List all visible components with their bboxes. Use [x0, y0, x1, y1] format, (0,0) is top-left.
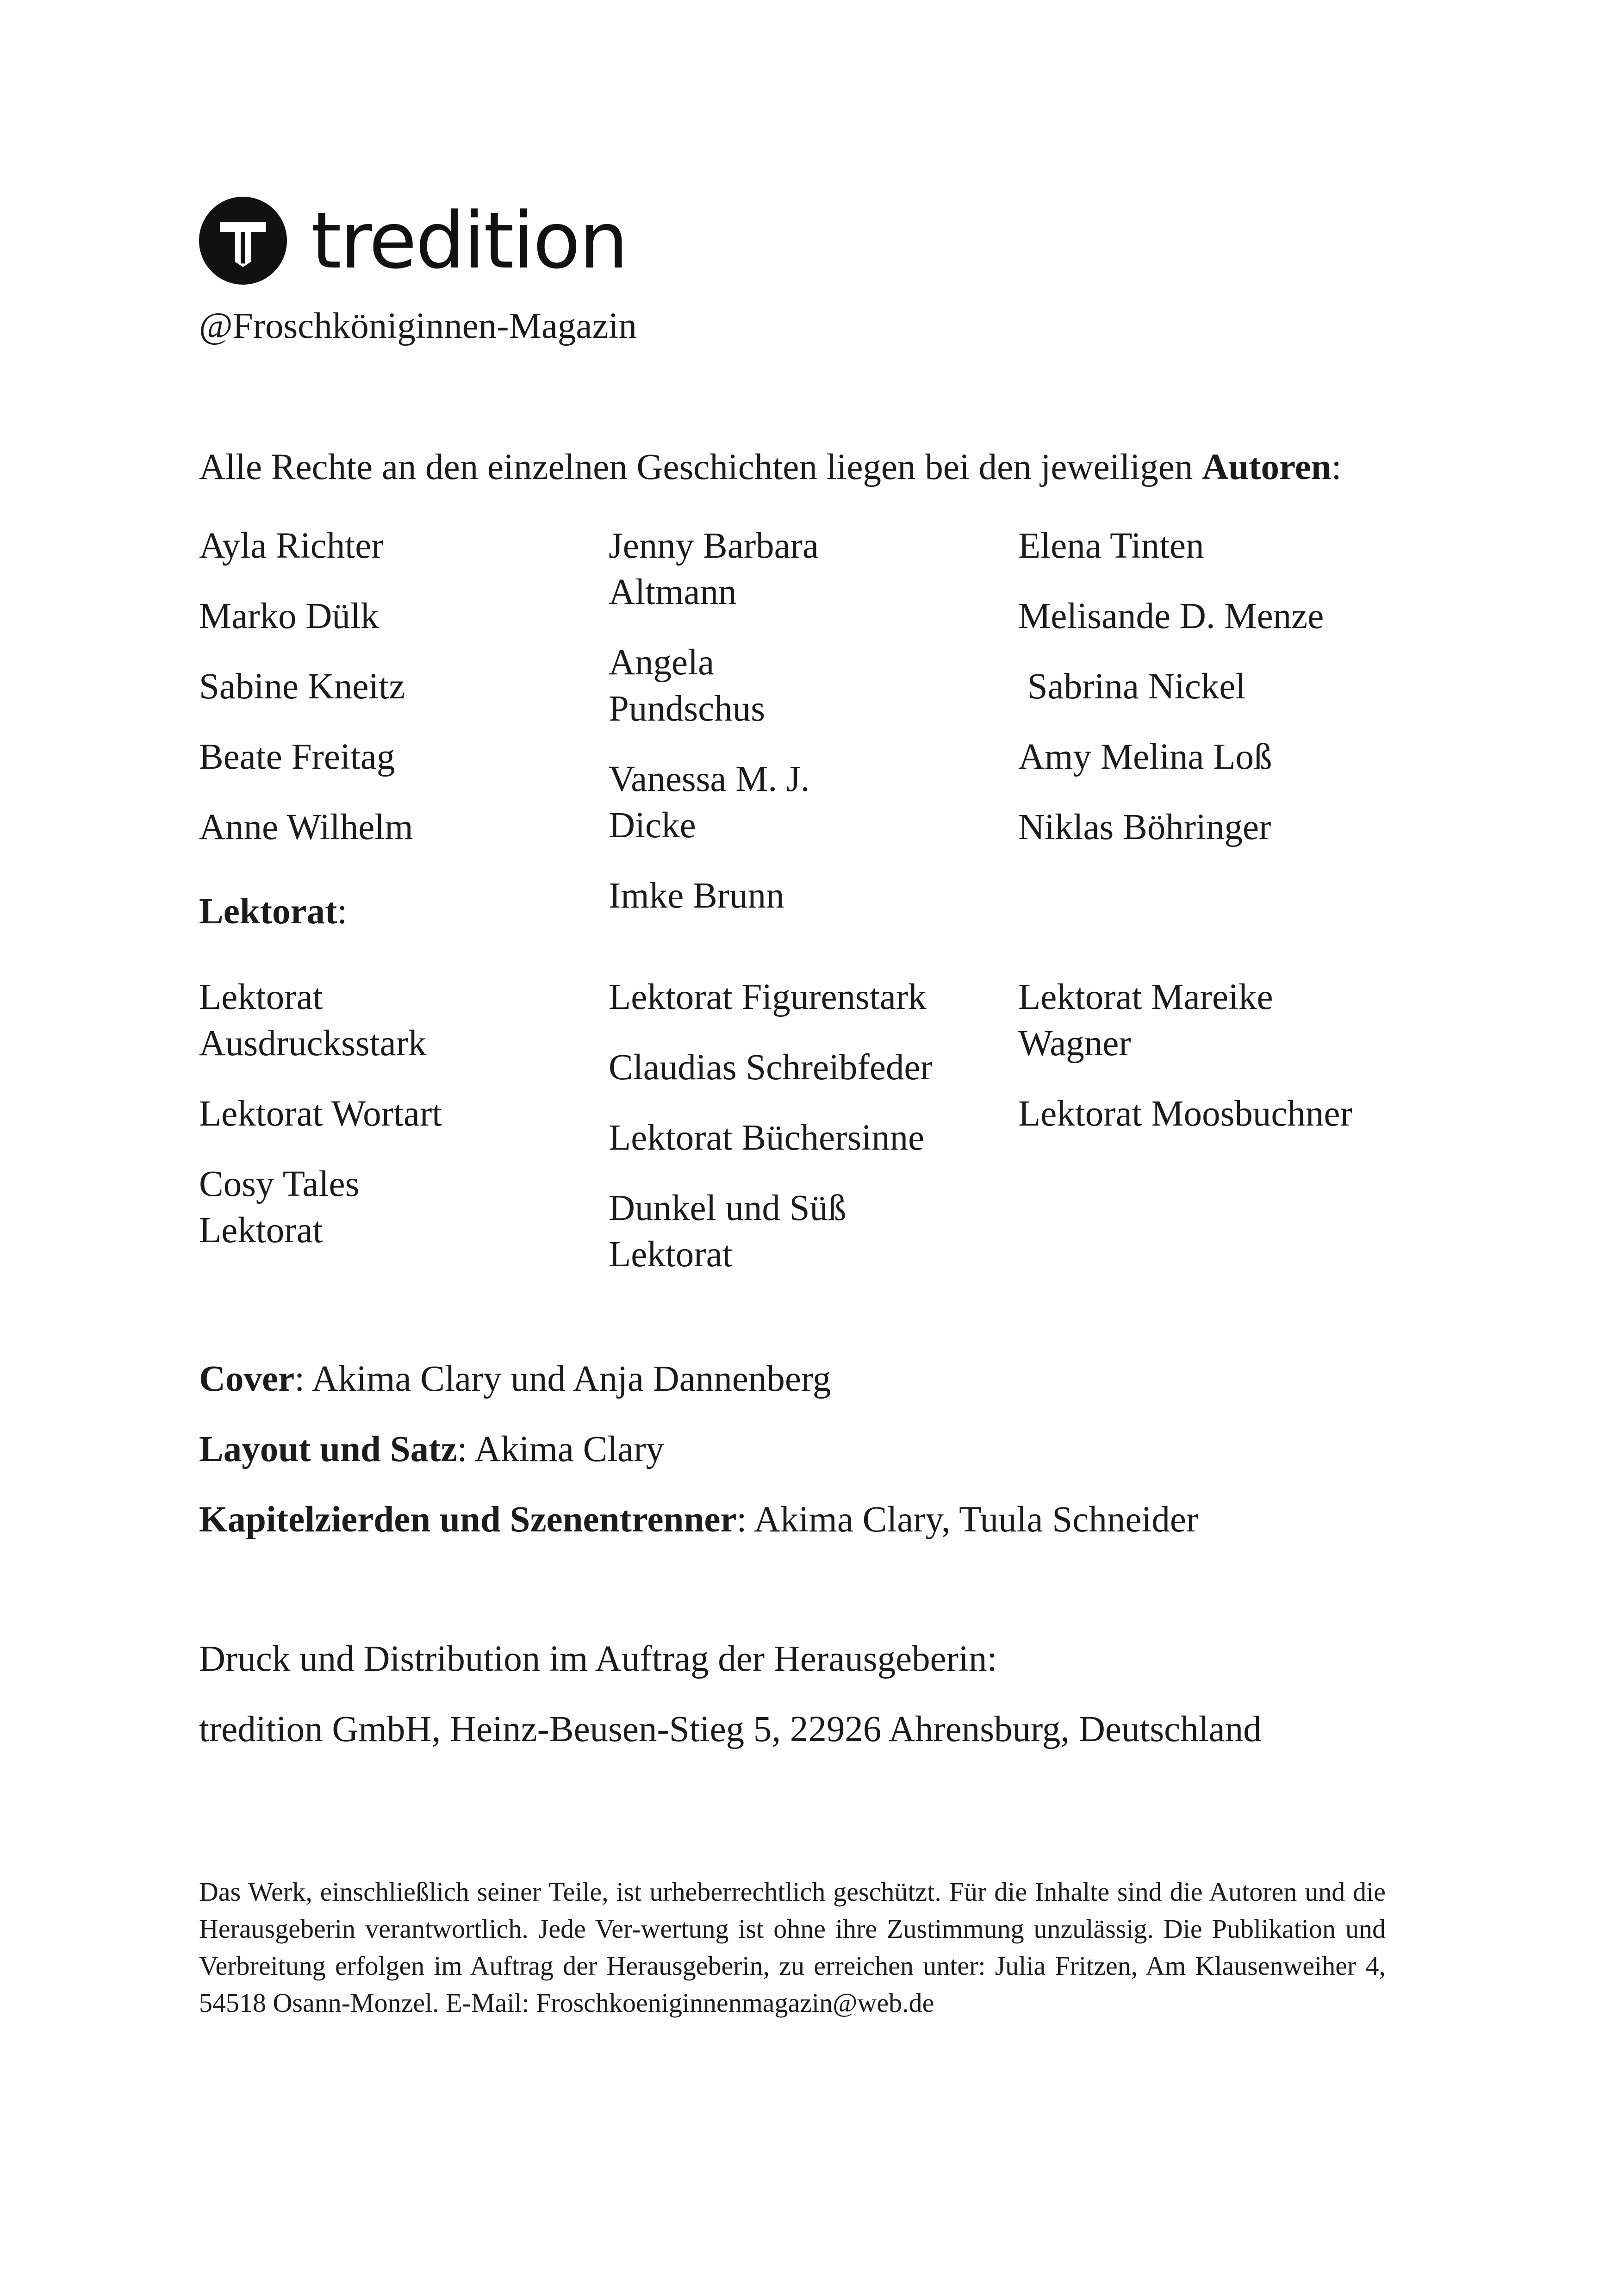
legal-notice: Das Werk, einschließlich seiner Teile, ist urheberrechtlich geschützt. Für die Inhalte sind die Autoren und die Herausgeberin verantwortlich. Jede Ver-wertung ist ohne ihre Zustimmung unzulässig. Die Publikation und Verbreitung erfolgen im Auftrag der Herausgeberin, zu erreichen unter: Julia Fritzen, Am Klausenweiher 4, 54518 Osann-Monzel. E-Mail: Froschkoeniginnenmagazin@web.de	[199, 1877, 1386, 2018]
authors-column-1	[199, 523, 597, 875]
lektorat-heading	[199, 889, 347, 935]
lektorat-name: Lektorat Moosbuchner	[1018, 1094, 1352, 1134]
lektorat-name: Lektorat Wortart	[199, 1094, 442, 1134]
credit-value: : Akima Clary	[457, 1429, 665, 1469]
lektorat-heading-bold: Lektorat	[199, 891, 337, 932]
credit-label: Layout und Satz	[199, 1429, 457, 1469]
author-name: Marko Dülk	[199, 596, 379, 636]
credit-value: : Akima Clary, Tuula Schneider	[736, 1500, 1199, 1540]
lektorat-name: Lektorat Mareike Wagner	[1018, 977, 1273, 1064]
credit-label: Kapitelzierden und Szenentrenner	[199, 1500, 737, 1540]
distribution-line-2: tredition GmbH, Heinz-Beusen-Stieg 5, 22926 Ahrensburg, Deutschland	[199, 1709, 1262, 1749]
publisher-logo	[199, 194, 627, 287]
distribution-line-1: Druck und Distribution im Auftrag der Herausgeberin:	[199, 1639, 997, 1679]
author-name: Anne Wilhelm	[199, 807, 413, 847]
lektorat-heading-suffix: :	[337, 891, 348, 932]
credit-label: Cover	[199, 1359, 295, 1399]
lektorat-column-2	[609, 974, 988, 1302]
lektorat-name: Claudias Schreibfeder	[609, 1047, 933, 1088]
author-name: Niklas Böhringer	[1018, 807, 1271, 847]
author-name: Sabrina Nickel	[1018, 666, 1246, 707]
author-name: Sabine Kneitz	[199, 666, 405, 707]
copyright-line: @Froschköniginnen-Magazin	[199, 306, 637, 346]
credit-cover	[199, 1356, 831, 1402]
rights-statement	[199, 444, 1342, 491]
lektorat-column-3	[1018, 974, 1416, 1161]
rights-bold: Autoren	[1202, 447, 1332, 487]
author-name: Ayla Richter	[199, 526, 384, 566]
author-name: Imke Brunn	[609, 876, 784, 916]
credit-ornaments	[199, 1497, 1198, 1543]
lektorat-name: Lektorat Ausdrucksstark	[199, 977, 427, 1064]
lektorat-column-1	[199, 974, 486, 1278]
credit-value: : Akima Clary und Anja Dannenberg	[294, 1359, 831, 1399]
publisher-wordmark: tredition	[311, 195, 627, 286]
author-name: Angela Pundschus	[609, 642, 765, 729]
credit-layout	[199, 1426, 664, 1473]
author-name: Beate Freitag	[199, 737, 395, 777]
author-name: Melisande D. Menze	[1018, 596, 1324, 636]
rights-suffix: :	[1331, 447, 1342, 487]
publisher-logo-icon	[199, 197, 287, 285]
author-name: Elena Tinten	[1018, 526, 1204, 566]
lektorat-name: Lektorat Figurenstark	[609, 977, 927, 1017]
author-name: Jenny Barbara Altmann	[609, 526, 819, 612]
authors-column-2	[609, 523, 849, 943]
author-name: Amy Melina Loß	[1018, 737, 1272, 777]
lektorat-name: Lektorat Büchersinne	[609, 1118, 925, 1158]
lektorat-name: Cosy Tales Lektorat	[199, 1164, 360, 1251]
authors-column-3	[1018, 523, 1416, 875]
rights-intro: Alle Rechte an den einzelnen Geschichten liegen bei den jeweiligen	[199, 447, 1202, 487]
lektorat-name: Dunkel und Süß Lektorat	[609, 1188, 846, 1275]
author-name: Vanessa M. J. Dicke	[609, 759, 810, 846]
